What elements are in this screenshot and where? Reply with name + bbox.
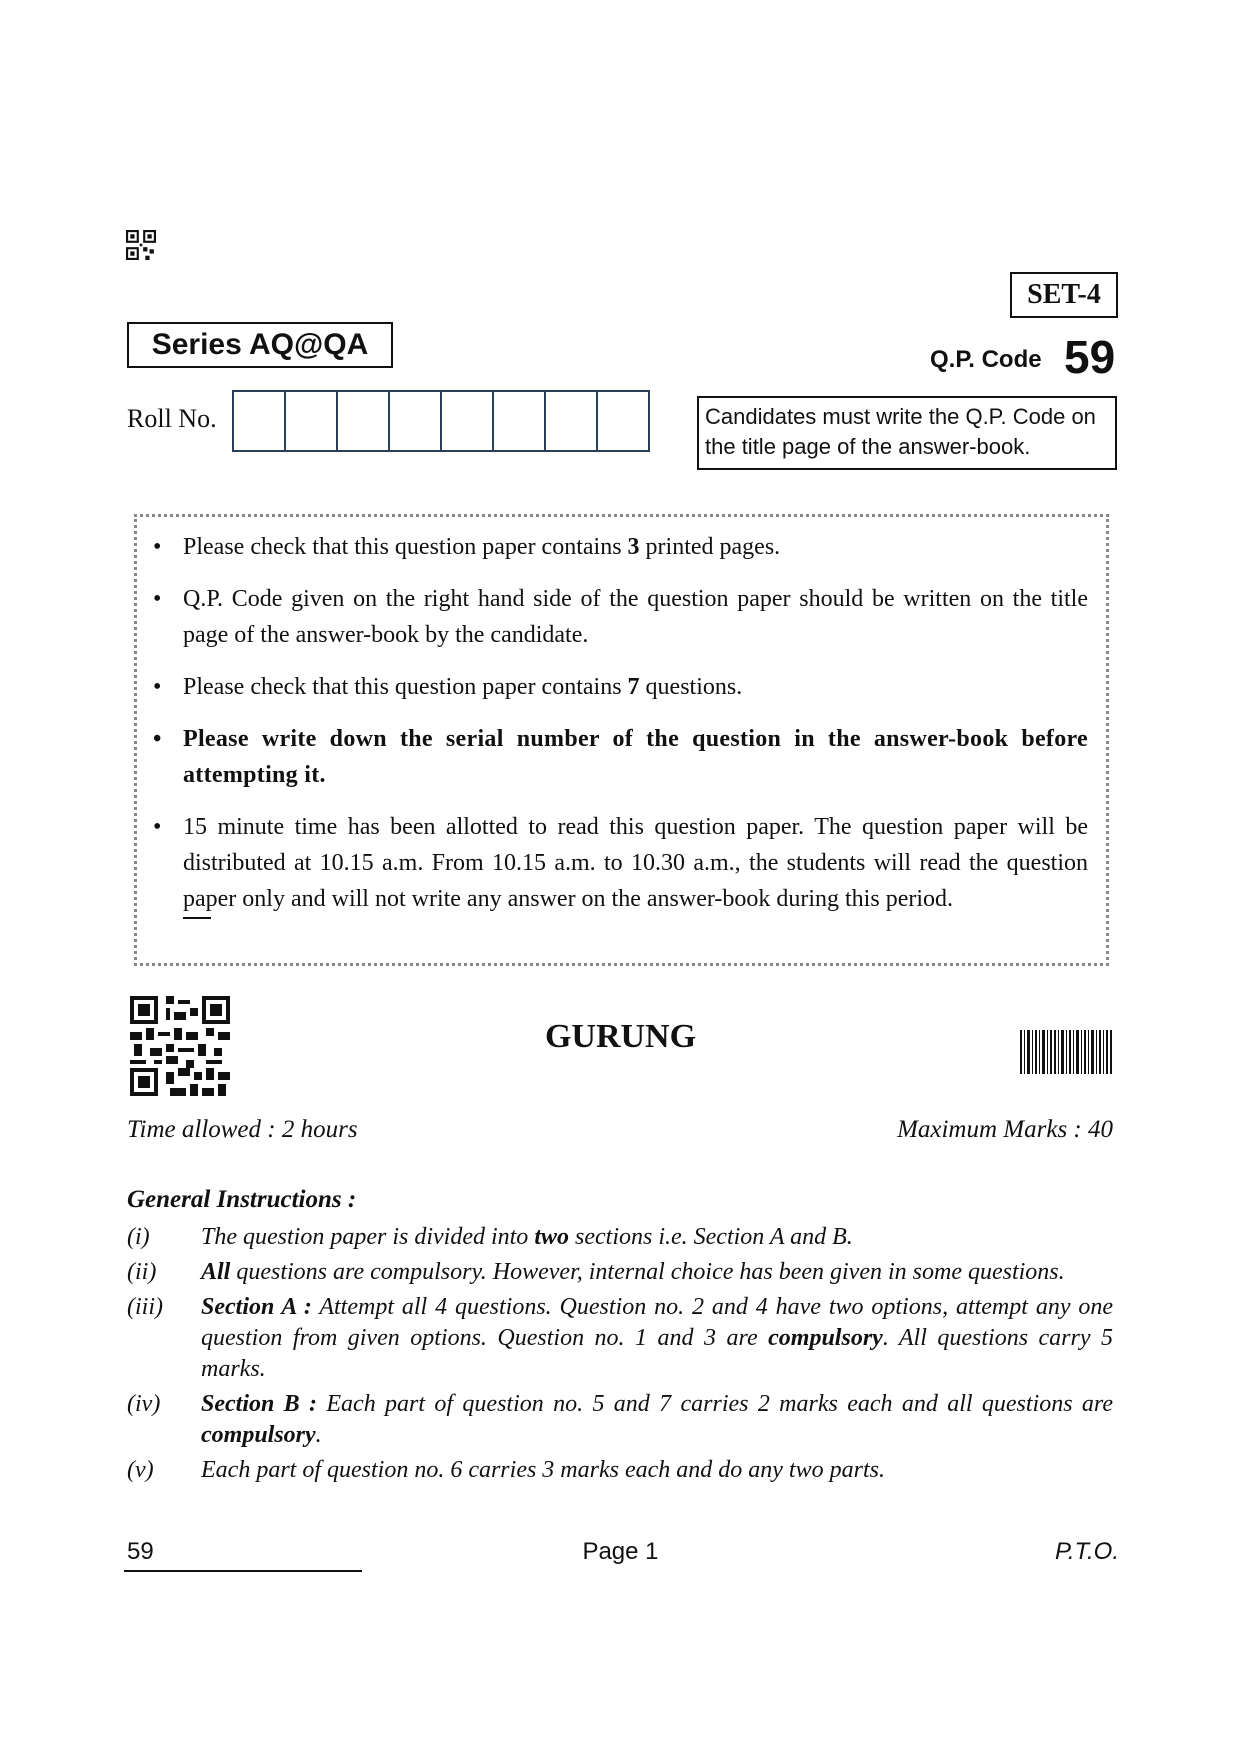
roll-digit-box[interactable] <box>494 392 546 450</box>
roll-number-boxes[interactable] <box>232 390 650 452</box>
roll-digit-box[interactable] <box>338 392 390 450</box>
roll-digit-box[interactable] <box>234 392 286 450</box>
qp-code-label: Q.P. Code <box>930 346 1042 373</box>
footer-divider <box>124 1570 362 1572</box>
footer-page-number: Page 1 <box>582 1538 659 1565</box>
instruction-item: (iv) Section B : Each part of question no. 5 and 7 carries 2 marks each and all questions are compulsory. <box>127 1391 1113 1448</box>
instruction-item: (i) The question paper is divided into two sections i.e. Section A and B. <box>127 1224 853 1250</box>
footer-pto: P.T.O. <box>1054 1538 1119 1565</box>
general-instructions-heading: General Instructions : <box>127 1186 357 1213</box>
roll-number-label: Roll No. <box>127 404 217 433</box>
notice-item: • Please check that this question paper contains 3 printed pages. <box>151 529 1088 565</box>
notice-item: • Please check that this question paper contains 7 questions. <box>151 669 1088 705</box>
small-qr-code-icon <box>126 230 156 260</box>
notice-box <box>134 514 1109 966</box>
roll-digit-box[interactable] <box>390 392 442 450</box>
footer-code: 59 <box>127 1538 154 1565</box>
barcode-icon <box>1020 1030 1112 1074</box>
set-badge <box>1010 272 1118 318</box>
set-label: SET-4 <box>1027 279 1101 310</box>
maximum-marks: Maximum Marks : 40 <box>897 1116 1113 1143</box>
roll-digit-box[interactable] <box>598 392 648 450</box>
roll-digit-box[interactable] <box>286 392 338 450</box>
notice-item: • Please write down the serial number of the question in the answer-book before attempting it. <box>151 721 1088 793</box>
roll-digit-box[interactable] <box>442 392 494 450</box>
instruction-item: (ii) All questions are compulsory. However, internal choice has been given in some questions. <box>127 1259 1065 1285</box>
instruction-item: (v) Each part of question no. 6 carries 3 marks each and do any two parts. <box>127 1457 885 1483</box>
instruction-item: (iii) Section A : Attempt all 4 questions. Question no. 2 and 4 have two options, attempt any one question from given options. Question no. 1 and 3 are compulsory. All questions carry 5 marks. <box>127 1294 1114 1382</box>
qp-code-value: 59 <box>1064 331 1116 383</box>
subject-title: GURUNG <box>544 1018 697 1055</box>
notice-item: • 15 minute time has been allotted to read this question paper. The question paper will be distributed at 10.15 a.m. From 10.15 a.m. to 10.30 a.m., the students will read the question paper only and will not write any answer on the answer-book during this period. <box>151 809 1088 917</box>
time-allowed: Time allowed : 2 hours <box>127 1116 358 1143</box>
general-instructions-list <box>127 1222 1113 1490</box>
candidates-note: Candidates must write the Q.P. Code on the title page of the answer-book. <box>697 396 1117 470</box>
notice-item: • Q.P. Code given on the right hand side of the question paper should be written on the title page of the answer-book by the candidate. <box>151 581 1088 653</box>
series-box <box>127 322 393 368</box>
roll-digit-box[interactable] <box>546 392 598 450</box>
series-label: Series AQ@QA <box>151 328 369 361</box>
